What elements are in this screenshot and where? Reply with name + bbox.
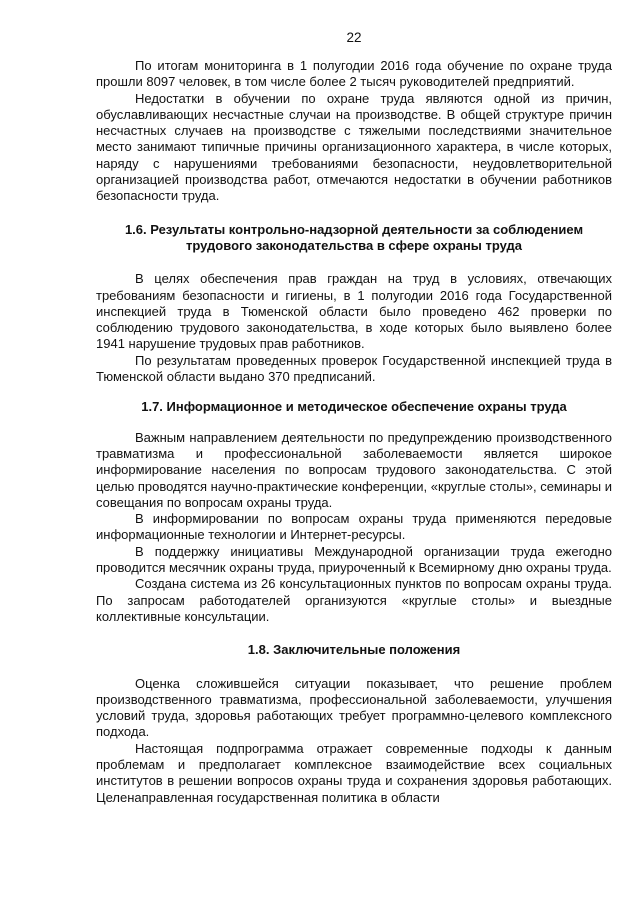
document-body bbox=[96, 58, 612, 806]
paragraph-ilo-month: В поддержку инициативы Международной организации труда ежегодно проводится месячник охраны труда, приуроченный к Всемирному дню охраны труда. bbox=[96, 543, 612, 576]
paragraph-training-shortcomings: Недостатки в обучении по охране труда являются одной из причин, обуславливающих несчастные случаи на производстве. В общей структуре причин несчастных случаев на производстве с тяжелыми последствиями значительное место занимают типичные причины организационного характера, в числе которых, наряду с нарушениями требованиями безопасности, неудовлетворительной организацией производства работ, отмечаются недостатки в обучении работников безопасности труда. bbox=[96, 90, 612, 204]
paragraph-inspections: В целях обеспечения прав граждан на труд в условиях, отвечающих требованиям безопасности и гигиены, в 1 полугодии 2016 года Государственной инспекцией труда в Тюменской области было проведено 462 проверки по соблюдению трудового законодательства, в ходе которых было выявлено более 1941 нарушение трудовых прав работников. bbox=[96, 271, 612, 352]
paragraph-prescriptions: По результатам проведенных проверок Государственной инспекцией труда в Тюменской области выдано 370 предписаний. bbox=[96, 352, 612, 385]
section-heading-1-6: 1.6. Результаты контрольно-надзорной деятельности за соблюдением трудового законодательства в сфере охраны труда bbox=[124, 221, 584, 253]
paragraph-training-monitoring: По итогам мониторинга в 1 полугодии 2016 года обучение по охране труда прошли 8097 человек, в том числе более 2 тысяч руководителей предприятий. bbox=[96, 58, 612, 90]
paragraph-information-technologies: В информировании по вопросам охраны труда применяются передовые информационные технологии и Интернет-ресурсы. bbox=[96, 511, 612, 543]
page-number: 22 bbox=[346, 30, 362, 45]
paragraph-situation-assessment: Оценка сложившейся ситуации показывает, что решение проблем производственного травматизма, профессиональной заболеваемости, улучшения условий труда, здоровья работающих требует программно-целевого комплексного подхода. bbox=[96, 675, 612, 740]
paragraph-subprogram-approach: Настоящая подпрограмма отражает современные подходы к данным проблемам и предполагает комплексное взаимодействие всех социальных институтов в решении вопросов охраны труда и сохранения здоровья работающих. Целенаправленная государственная политика в области bbox=[96, 740, 612, 805]
paragraph-consultation-points: Создана система из 26 консультационных пунктов по вопросам охраны труда. По запросам работодателей организуются «круглые столы» и выездные коллективные консультации. bbox=[96, 576, 612, 624]
section-heading-1-7: 1.7. Информационное и методическое обеспечение охраны труда bbox=[141, 399, 567, 415]
section-heading-1-8: 1.8. Заключительные положения bbox=[247, 642, 461, 658]
paragraph-information-direction: Важным направлением деятельности по предупреждению производственного травматизма и профессиональной заболеваемости является широкое информирование населения по вопросам трудового законодательства. С этой целью проводятся научно-практические конференции, «круглые столы», семинары и совещания по вопросам охраны труда. bbox=[96, 429, 612, 510]
